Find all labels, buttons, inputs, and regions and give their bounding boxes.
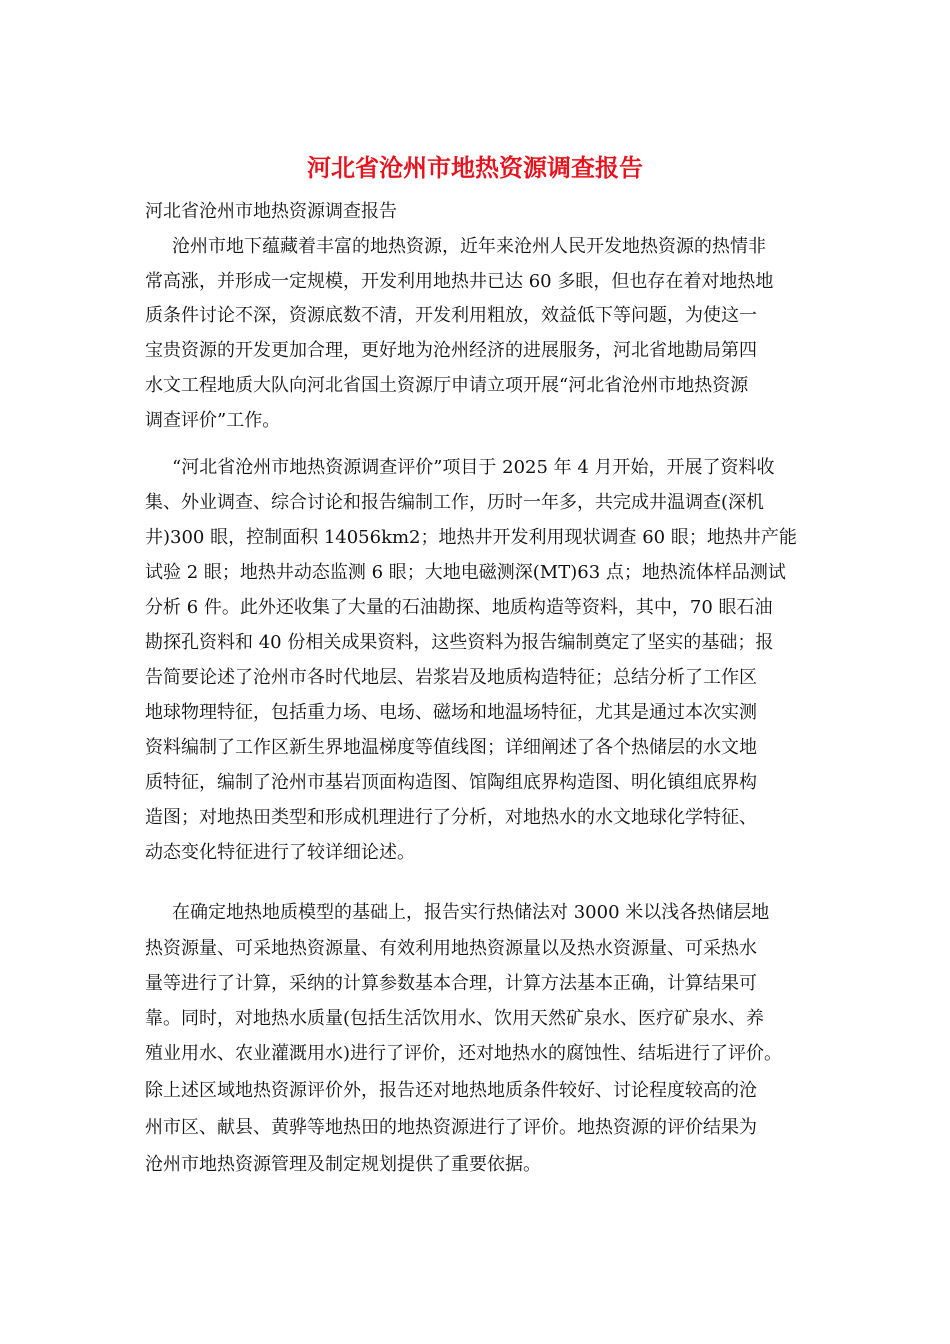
text-line: 勘探孔资料和 40 份相关成果资料，这些资料为报告编制奠定了坚实的基础；报 [145,632,774,653]
text-line: 试验 2 眼；地热井动态监测 6 眼；大地电磁测深(MT)63 点；地热流体样品测试 [145,562,786,583]
text-line: 动态变化特征进行了较详细论述。 [145,842,415,863]
text-line: 分析 6 件。此外还收集了大量的石油勘探、地质构造等资料，其中，70 眼石油 [145,597,773,618]
document-title: 河北省沧州市地热资源调查报告 [307,153,643,182]
text-line: 造图；对地热田类型和形成机理进行了分析，对地热水的水文地球化学特征、 [145,807,757,828]
text-line: 井)300 眼，控制面积 14056km2；地热井开发利用现状调查 60 眼；地热井产能 [145,527,797,548]
document-subtitle: 河北省沧州市地热资源调查报告 [145,201,397,222]
text-line: 宝贵资源的开发更加合理，更好地为沧州经济的进展服务，河北省地勘局第四 [145,340,757,361]
text-line: 殖业用水、农业灌溉用水)进行了评价，还对地热水的腐蚀性、结垢进行了评价。 [145,1043,783,1064]
text-line: 州市区、献县、黄骅等地热田的地热资源进行了评价。地热资源的评价结果为 [145,1117,757,1138]
text-line: 地球物理特征，包括重力场、电场、磁场和地温场特征，尤其是通过本次实测 [145,702,757,723]
text-line: 在确定地热地质模型的基础上，报告实行热储法对 3000 米以浅各热储层地 [172,902,770,923]
text-line: “河北省沧州市地热资源调查评价”项目于 2025 年 4 月开始，开展了资料收 [172,457,775,478]
text-line: 常高涨，并形成一定规模，开发利用地热井已达 60 多眼，但也存在着对地热地 [145,271,774,292]
text-line: 质条件讨论不深，资源底数不清，开发利用粗放，效益低下等问题，为使这一 [145,305,757,326]
text-line: 热资源量、可采地热资源量、有效利用地热资源量以及热水资源量、可采热水 [145,938,757,959]
text-line: 告简要论述了沧州市各时代地层、岩浆岩及地质构造特征；总结分析了工作区 [145,667,757,688]
text-line: 质特征，编制了沧州市基岩顶面构造图、馆陶组底界构造图、明化镇组底界构 [145,772,757,793]
text-line: 靠。同时，对地热水质量(包括生活饮用水、饮用天然矿泉水、医疗矿泉水、养 [145,1008,765,1029]
text-line: 沧州市地下蕴藏着丰富的地热资源，近年来沧州人民开发地热资源的热情非 [172,236,766,257]
text-line: 调查评价”工作。 [145,410,281,431]
text-line: 量等进行了计算，采纳的计算参数基本合理，计算方法基本正确，计算结果可 [145,973,757,994]
text-line: 水文工程地质大队向河北省国土资源厅申请立项开展“河北省沧州市地热资源 [145,375,749,396]
text-line: 集、外业调查、综合讨论和报告编制工作，历时一年多，共完成井温调查(深机 [145,492,765,513]
text-line: 除上述区域地热资源评价外，报告还对地热地质条件较好、讨论程度较高的沧 [145,1080,757,1101]
text-line: 沧州市地热资源管理及制定规划提供了重要依据。 [145,1154,541,1175]
text-line: 资料编制了工作区新生界地温梯度等值线图；详细阐述了各个热储层的水文地 [145,737,757,758]
